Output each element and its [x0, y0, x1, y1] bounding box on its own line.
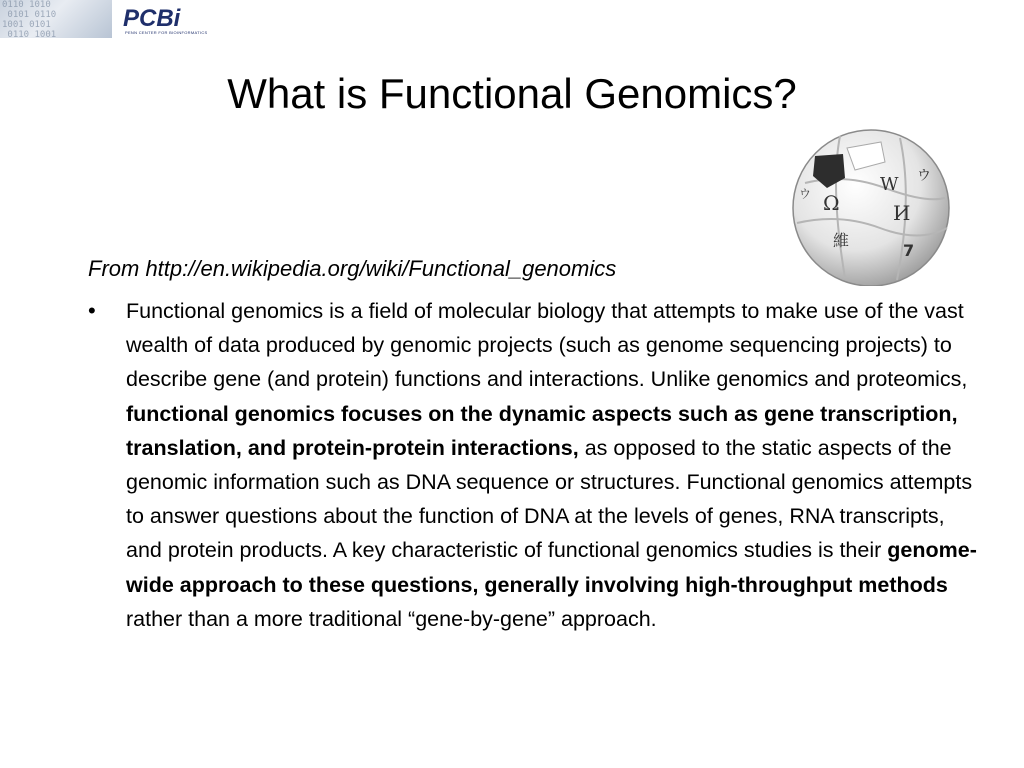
svg-text:維: 維 [833, 231, 850, 250]
paragraph-bold-1: functional genomics focuses on the dynamic aspects such as gene transcription, translation, and protein-protein interactions, [126, 401, 958, 460]
svg-text:ウ: ウ [799, 187, 812, 201]
svg-text:Ω: Ω [823, 191, 840, 215]
logo-text: PCBi [123, 5, 181, 32]
slide-title: What is Functional Genomics? [227, 70, 797, 117]
source-citation: From http://en.wikipedia.org/wiki/Functional_genomics [88, 256, 617, 281]
logo-subtext: PENN CENTER FOR BIOINFORMATICS [125, 30, 208, 35]
bullet-marker: • [88, 298, 96, 323]
pcbi-logo [123, 6, 213, 38]
paragraph-text-2: as opposed to the static aspects of the genomic information such as DNA sequence or structures. Functional genomics attempts to answer questions about the function of DNA at the levels of genes, RNA transcripts, and protein products. A key characteristic of functional genomics studies is their [126, 435, 973, 563]
svg-text:И: И [893, 201, 911, 225]
wikipedia-globe-icon [785, 128, 953, 286]
corner-dna-image: 0110 1010 0101 0110 1001 0101 0110 1001 [0, 0, 112, 38]
svg-text:ウ: ウ [917, 168, 931, 184]
paragraph-bold-2: genome-wide approach to these questions, generally involving high-throughput methods [126, 538, 977, 597]
bullet-paragraph [126, 294, 978, 636]
paragraph-text-1: Functional genomics is a field of molecular biology that attempts to make use of the vast wealth of data produced by genomic projects (such as genome sequencing projects) to describe gene (and protein) functions and interactions. Unlike genomics and proteomics, [126, 299, 968, 392]
svg-text:7: 7 [903, 241, 915, 260]
svg-text:W: W [880, 174, 899, 195]
paragraph-text-3: rather than a more traditional “gene-by-gene” approach. [126, 606, 657, 631]
